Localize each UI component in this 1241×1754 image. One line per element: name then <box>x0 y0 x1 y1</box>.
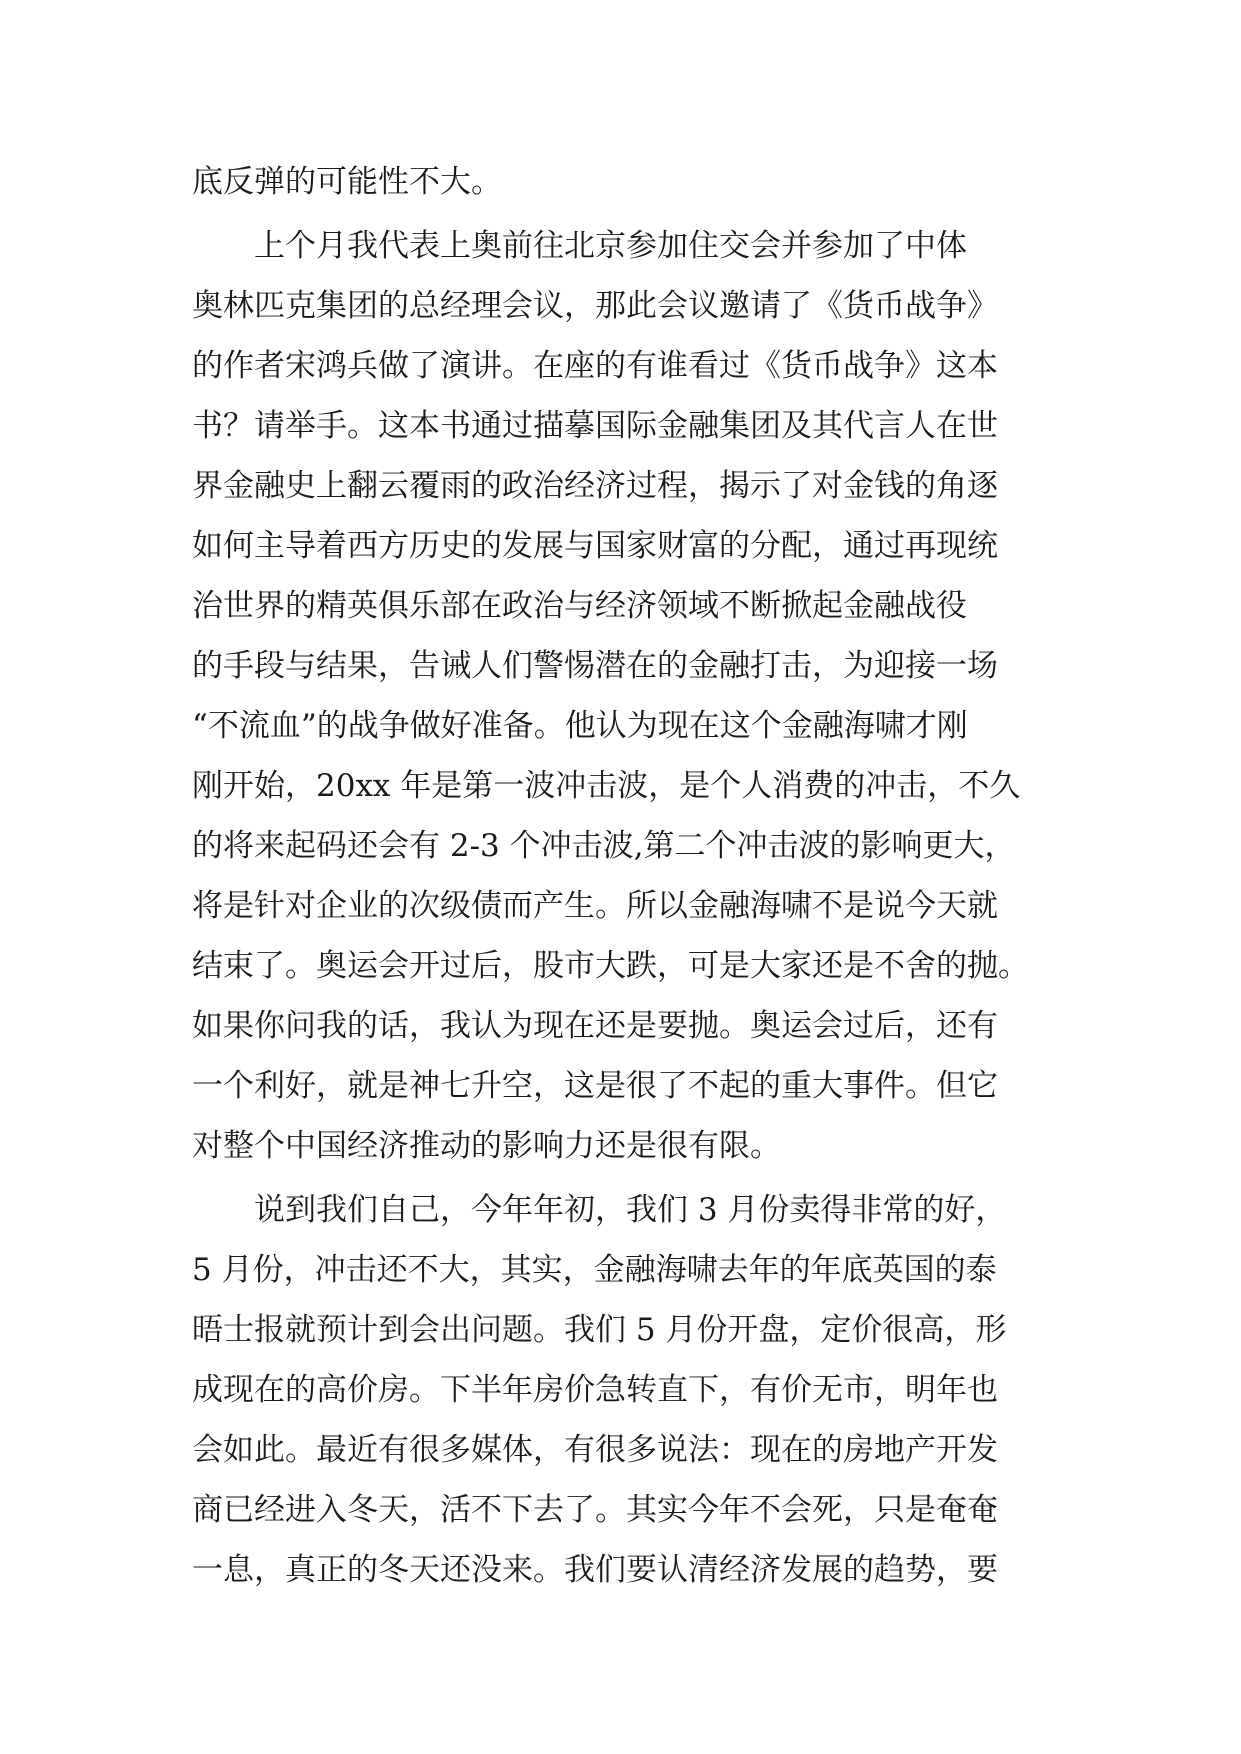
document-body <box>192 152 1072 1600</box>
text-line: 的作者宋鸿兵做了演讲。在座的有谁看过《货币战争》这本 <box>192 348 998 384</box>
text-line: “不流血”的战争做好准备。他认为现在这个金融海啸才刚 <box>192 708 968 744</box>
text-line: 对整个中国经济推动的影响力还是很有限。 <box>192 1128 781 1164</box>
text-line: 的将来起码还会有 2-3 个冲击波,第二个冲击波的影响更大， <box>192 828 1016 864</box>
text-line: 一个利好，就是神七升空，这是很了不起的重大事件。但它 <box>192 1068 998 1104</box>
text-line: 晤士报就预计到会出问题。我们 5 月份开盘，定价很高，形 <box>192 1312 1007 1348</box>
text-line: 奥林匹克集团的总经理会议，那此会议邀请了《货币战争》 <box>192 288 998 324</box>
text-line: 一息，真正的冬天还没来。我们要认清经济发展的趋势，要 <box>192 1552 998 1588</box>
text-line: 会如此。最近有很多媒体，有很多说法：现在的房地产开发 <box>192 1432 998 1468</box>
text-line: 结束了。奥运会开过后，股市大跌，可是大家还是不舍的抛。 <box>192 948 1029 984</box>
text-line: 商已经进入冬天，活不下去了。其实今年不会死，只是奄奄 <box>192 1492 998 1528</box>
text-line: 上个月我代表上奥前往北京参加住交会并参加了中体 <box>192 228 967 264</box>
text-line: 刚开始，20xx 年是第一波冲击波，是个人消费的冲击，不久 <box>192 768 1021 804</box>
text-line: 5 月份，冲击还不大，其实，金融海啸去年的年底英国的泰 <box>192 1252 997 1288</box>
text-line: 的手段与结果，告诫人们警惕潜在的金融打击，为迎接一场 <box>192 648 998 684</box>
text-line: 如何主导着西方历史的发展与国家财富的分配，通过再现统 <box>192 528 998 564</box>
text-line: 说到我们自己，今年年初，我们 3 月份卖得非常的好， <box>192 1192 1007 1228</box>
text-line: 成现在的高价房。下半年房价急转直下，有价无市，明年也 <box>192 1372 998 1408</box>
text-line: 界金融史上翻云覆雨的政治经济过程，揭示了对金钱的角逐 <box>192 468 998 504</box>
text-line: 底反弹的可能性不大。 <box>192 164 502 200</box>
text-line: 如果你问我的话，我认为现在还是要抛。奥运会过后，还有 <box>192 1008 998 1044</box>
text-line: 将是针对企业的次级债而产生。所以金融海啸不是说今天就 <box>192 888 998 924</box>
text-line: 治世界的精英俱乐部在政治与经济领域不断掀起金融战役 <box>192 588 967 624</box>
text-line: 书？请举手。这本书通过描摹国际金融集团及其代言人在世 <box>192 408 998 444</box>
